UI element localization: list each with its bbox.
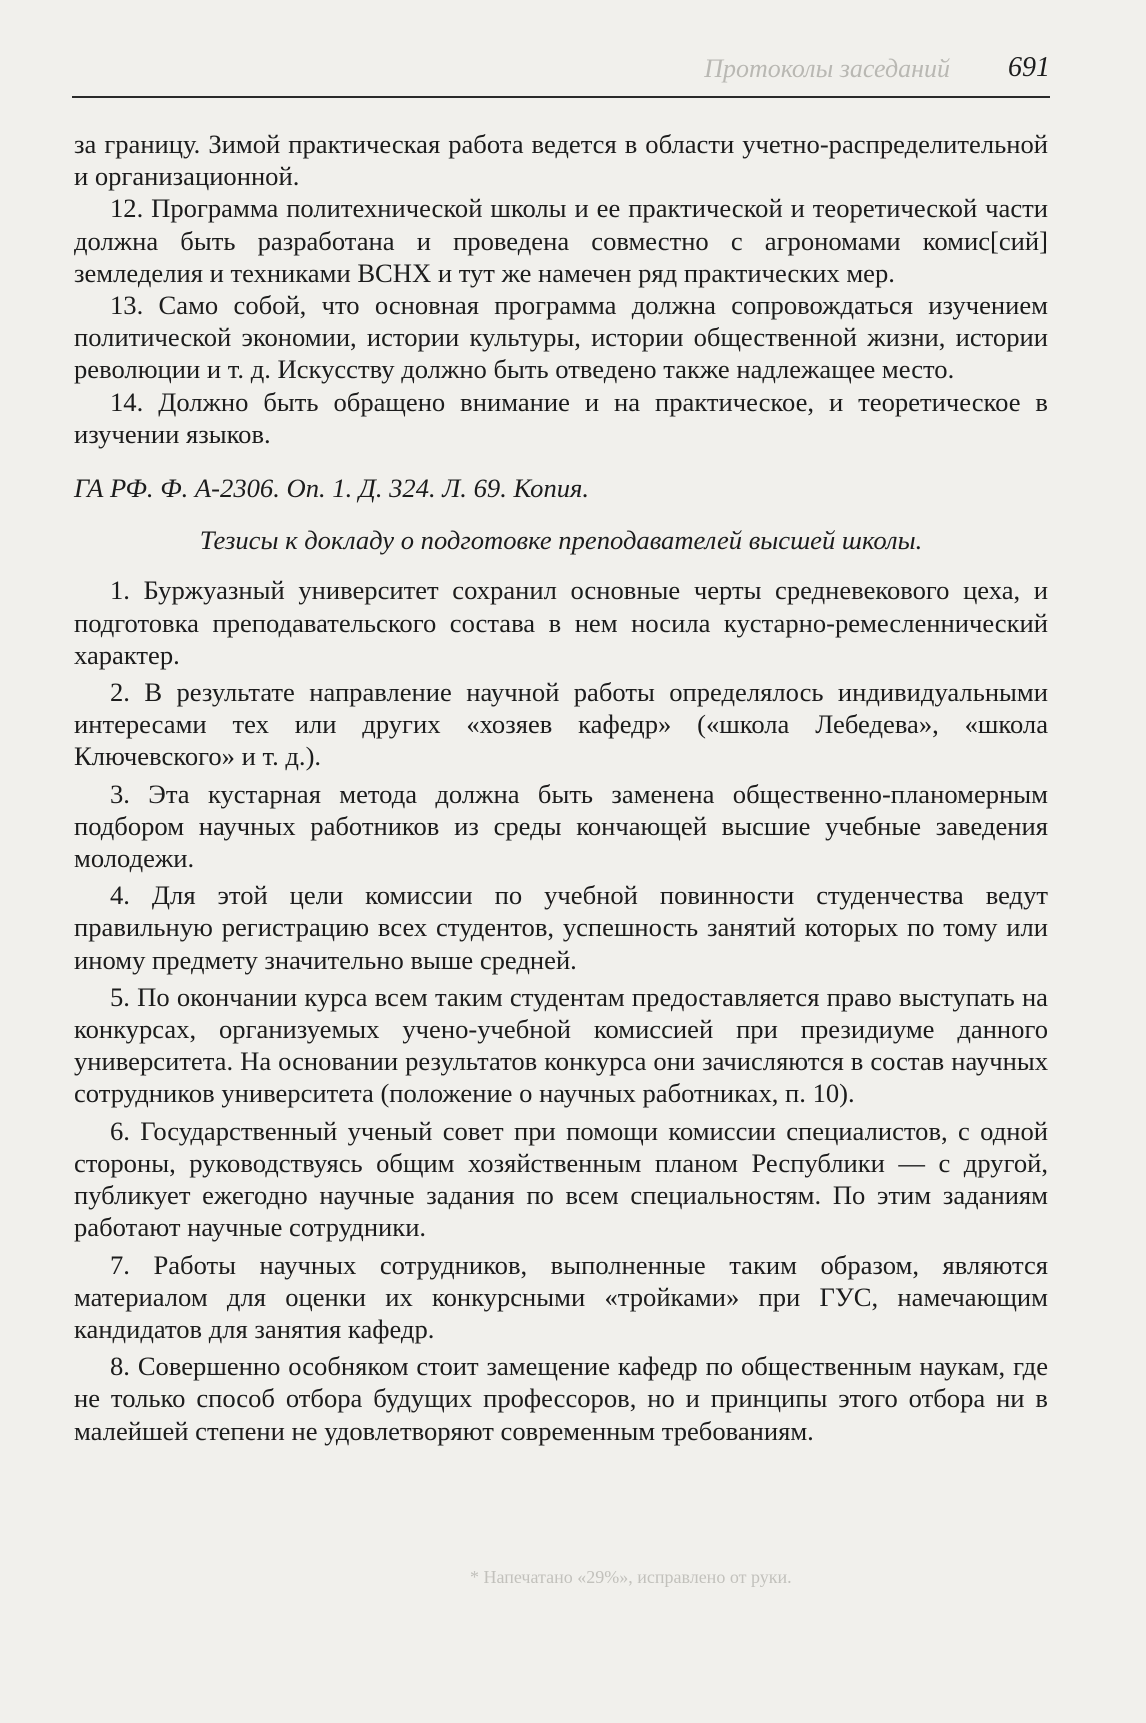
running-title: Протоколы заседаний: [704, 54, 950, 83]
thesis-item-1: 1. Буржуазный университет сохранил основные черты средневекового цеха, и подготовка преподавательского состава в нем носила кустарно-ремесленнический характер.: [74, 575, 1048, 670]
paragraph-item-14: 14. Должно быть обращено внимание и на практическое, и теоретическое в изучении языков.: [74, 386, 1048, 449]
archive-source-citation: ГА РФ. Ф. А-2306. Оп. 1. Д. 324. Л. 69. Копия.: [74, 473, 590, 504]
thesis-item-7: 7. Работы научных сотрудников, выполненные таким образом, являются материалом для оценки их конкурсными «тройками» при ГУС, намечающим кандидатов для занятия кафедр.: [74, 1249, 1048, 1344]
section-title: Тезисы к докладу о подготовке преподавателей высшей школы.: [199, 525, 923, 556]
paragraph-item-12: 12. Программа политехнической школы и ее практической и теоретической части должна быть разработана и проведена совместно с агрономами комис[сий] земледелия и техниками ВСНХ и тут же намечен ряд практических мер.: [74, 193, 1048, 288]
page-number: 691: [1008, 52, 1050, 83]
thesis-item-2: 2. В результате направление научной работы определялось индивидуальными интересами тех или других «хозяев кафедр» («школа Лебедева», «школа Ключевского» и т. д.).: [74, 677, 1048, 772]
thesis-item-3: 3. Эта кустарная метода должна быть заменена общественно-планомерным подбором научных работников из среды кончающей высшие учебные заведения молодежи.: [74, 778, 1048, 874]
page-body: [74, 128, 1048, 1447]
page-header: [72, 48, 1050, 98]
paragraph-item-13: 13. Само собой, что основная программа должна сопровождаться изучением политической экономии, истории культуры, истории общественной жизни, истории революции и т. д. Искусству должно быть отведено также надлежащее место.: [74, 290, 1048, 385]
thesis-item-6: 6. Государственный ученый совет при помощи комиссии специалистов, с одной стороны, руководствуясь общим хозяйственным планом Республики — с другой, публикует ежегодно научные задания по всем специальностям. По этим заданиям работают научные сотрудники.: [74, 1115, 1048, 1243]
paragraph-continuation: за границу. Зимой практическая работа ведется в области учетно-распределительной и организационной.: [74, 129, 1048, 192]
bleed-through-footnote: * Напечатано «29%», исправлено от руки.: [470, 1567, 792, 1587]
thesis-item-4: 4. Для этой цели комиссии по учебной повинности студенчества ведут правильную регистрацию всех студентов, успешность занятий которых по тому или иному предмету значительно выше средней.: [74, 880, 1048, 975]
thesis-item-8: 8. Совершенно особняком стоит замещение кафедр по общественным наукам, где не только способ отбора будущих профессоров, но и принципы этого отбора ни в малейшей степени не удовлетворяют современным требованиям.: [74, 1351, 1048, 1446]
thesis-item-5: 5. По окончании курса всем таким студентам предоставляется право выступать на конкурсах, организуемых учено-учебной комиссией при президиуме данного университета. На основании результатов конкурса они зачисляются в состав научных сотрудников университета (положение о научных работниках, п. 10).: [74, 981, 1048, 1109]
